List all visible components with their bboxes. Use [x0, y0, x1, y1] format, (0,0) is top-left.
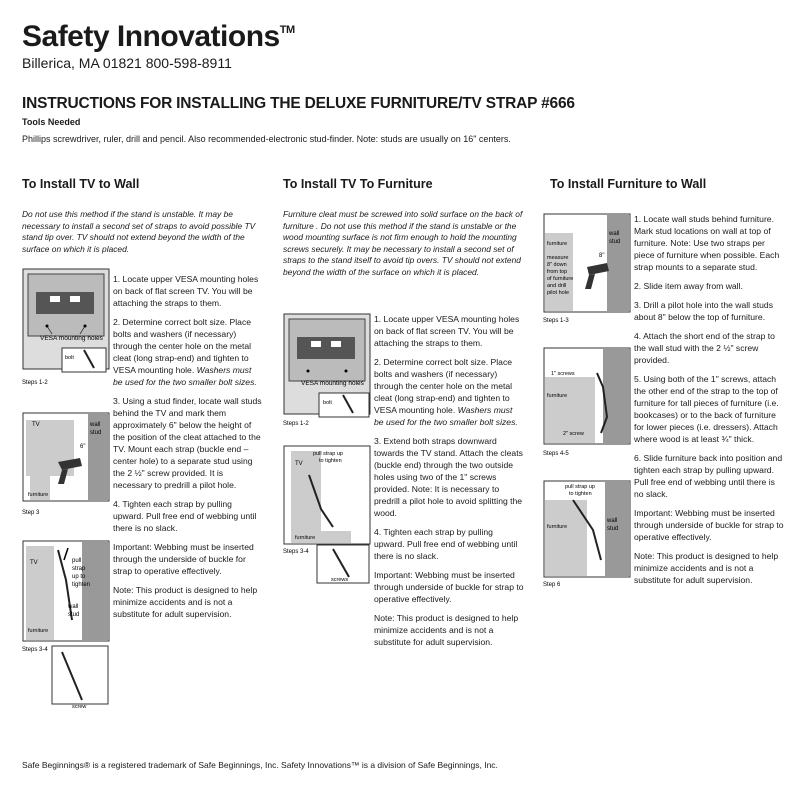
col1-step-1: 1. Locate upper VESA mounting holes on back of flat screen TV. You will be attaching the straps to them. — [113, 274, 259, 308]
col3-step-1: 1. Locate wall studs behind furniture. Mark stud locations on wall at top of furniture. Note: Use two straps per piece of furniture when possible. Each strap mounts to a separate stud. — [634, 214, 780, 272]
svg-text:from top: from top — [547, 269, 568, 275]
wall-label: wall — [607, 518, 618, 524]
svg-text:to tighten: to tighten — [319, 458, 342, 464]
furniture-label: furniture — [547, 393, 568, 399]
furniture-label: furniture — [28, 492, 49, 498]
screws-label: screws — [331, 577, 349, 583]
pull-label: pull — [72, 558, 82, 564]
col2-heading: To Install TV To Furniture — [283, 177, 433, 191]
col1-intro: Do not use this method if the stand is unstable. It may be necessary to install a second set of straps to avoid possible TV stand tip over. TV should not extend beyond the width of the surface on which it is placed. — [22, 209, 256, 254]
col1-note: Note: This product is designed to help minimize accidents and is not a substitute for adult supervision. — [113, 585, 258, 619]
col3-important: Important: Webbing must be inserted through underside of buckle for strap to operative effectively. — [634, 508, 784, 542]
stud-label: stud — [607, 526, 619, 532]
wall-label: wall — [609, 231, 620, 237]
bolt-label: bolt — [323, 400, 332, 406]
svg-text:strap: strap — [72, 566, 86, 572]
tv-label: TV — [30, 560, 38, 566]
tools-heading: Tools Needed — [22, 117, 81, 127]
figure-caption: Steps 1-2 — [22, 380, 48, 386]
col3-step-3: 3. Drill a pilot hole into the wall studs about 8" below the top of furniture. — [634, 300, 774, 322]
screw-label: screw — [72, 704, 87, 710]
stud-label: stud — [609, 239, 621, 245]
col1-step-4: 4. Tighten each strap by pulling upward. Pull free end of webbing until there is no slack. — [113, 499, 257, 533]
screw-label: 2" screw — [563, 431, 584, 437]
svg-text:8" down: 8" down — [547, 262, 567, 268]
col3-step-5: 5. Using both of the 1" screws, attach the other end of the strap to the top of furniture for tall pieces of furniture (i.e. bookcases) or to the back of furniture for lower pieces (i.e. dressers). Attach where wood is at least ¾" thick. — [634, 374, 779, 444]
col3-note: Note: This product is designed to help minimize accidents and is not a substitute for adult supervision. — [634, 551, 779, 585]
svg-text:tighten: tighten — [72, 582, 91, 588]
svg-text:of furniture: of furniture — [547, 276, 574, 282]
figure-caption: Steps 1-3 — [543, 318, 569, 324]
col2-steps — [374, 313, 524, 655]
company-address: Billerica, MA 01821 800-598-8911 — [22, 55, 232, 71]
furniture-label: furniture — [295, 535, 316, 541]
col1-step-2: 2. Determine correct bolt size. Place bolts and washers (if necessary) through the center hole on the metal cleat (long strap-end) and tighten to VESA mounting hole. Washers must be used for the two smaller bolt sizes. — [113, 317, 257, 387]
col3-figure-screws — [543, 347, 631, 459]
vesa-label: VESA mounting holes — [301, 380, 364, 387]
furniture-label: furniture — [28, 628, 49, 634]
wall-label: wall — [68, 604, 79, 610]
furniture-label: furniture — [547, 241, 568, 247]
svg-text:and drill: and drill — [547, 283, 567, 289]
figure-caption: Steps 4-5 — [543, 451, 569, 457]
col2-important: Important: Webbing must be inserted through underside of buckle for strap to operative effectively. — [374, 570, 524, 604]
col3-figure-tighten — [543, 480, 631, 592]
screws-label: 1" screws — [551, 371, 575, 377]
wall-label: wall — [90, 422, 101, 428]
brand-name: Safety Innovations™ — [22, 20, 295, 53]
col1-figure-vesa — [22, 268, 110, 388]
figure-caption: Step 6 — [543, 582, 561, 588]
footer-trademark: Safe Beginnings® is a registered trademark of Safe Beginnings, Inc. Safety Innovations™ is a division of Safe Beginnings, Inc. — [22, 760, 498, 770]
col2-note: Note: This product is designed to help minimize accidents and is not a substitute for adult supervision. — [374, 613, 519, 647]
col2-intro: Furniture cleat must be screwed into solid surface on the back of furniture . Do not use this method if the stand is unstable or the wood mounting surface is not firm enough to hold the mounting screws securely. It may be necessary to install a second set of straps to the stand itself to avoid tip overs. TV should not extend beyond the width of the surface on which it is placed. — [283, 209, 523, 277]
figure-caption: Steps 1-2 — [283, 421, 309, 427]
tools-text: Phillips screwdriver, ruler, drill and pencil. Also recommended-electronic stud-finder. Note: studs are usually on 16" centers. — [22, 134, 511, 144]
svg-text:up to: up to — [72, 574, 86, 580]
col1-step-3: 3. Using a stud finder, locate wall studs behind the TV and mark them approximately 6" below the height of the position of the cleat attached to the TV. Mount each strap (buckle end – center hole) to a separate stud using the 2 ½" screw provided. It is necessary to predrill a pilot hole. — [113, 396, 262, 490]
col2-step-2: 2. Determine correct bolt size. Place bolts and washers (if necessary) through the center hole on the metal cleat (long strap-end) and tighten to VESA mounting hole. Washers must be used for the two smaller bolt sizes. — [374, 357, 518, 427]
tv-label: TV — [295, 461, 303, 467]
stud-label: stud — [68, 612, 80, 618]
col3-step-4: 4. Attach the short end of the strap to the wall stud with the 2 ½" screw provided. — [634, 331, 775, 365]
col3-heading: To Install Furniture to Wall — [550, 177, 707, 191]
figure-caption: Steps 3-4 — [283, 549, 309, 555]
col1-figure-tighten — [22, 540, 110, 710]
stud-label: stud — [90, 430, 102, 436]
col1-important: Important: Webbing must be inserted through the underside of buckle for strap to operative effectively. — [113, 542, 254, 576]
pull-label: pull strap up — [313, 451, 343, 457]
page-title: INSTRUCTIONS FOR INSTALLING THE DELUXE FURNITURE/TV STRAP #666 — [22, 95, 575, 112]
col1-figure-stud — [22, 412, 110, 520]
six-inch-label: 6" — [80, 444, 86, 450]
col3-step-2: 2. Slide item away from wall. — [634, 281, 743, 291]
bolt-label: bolt — [65, 355, 74, 361]
col1-heading: To Install TV to Wall — [22, 177, 140, 191]
col1-steps — [113, 273, 263, 627]
vesa-label: VESA mounting holes — [40, 335, 103, 342]
col3-figure-stud — [543, 213, 631, 325]
col2-step-4: 4. Tighten each strap by pulling upward. Pull free end of webbing until there is no slack. — [374, 527, 518, 561]
svg-text:to tighten: to tighten — [569, 491, 592, 497]
col2-figure-vesa — [283, 313, 371, 431]
figure-caption: Steps 3-4 — [22, 647, 48, 653]
figure-caption: Step 3 — [22, 510, 40, 516]
col2-step-1: 1. Locate upper VESA mounting holes on back of flat screen TV. You will be attaching the straps to them. — [374, 314, 520, 348]
col3-step-6: 6. Slide furniture back into position and tighten each strap by pulling upward. Pull free end of webbing until there is no slack. — [634, 453, 783, 499]
svg-text:pilot hole: pilot hole — [547, 290, 570, 296]
eight-inch-label: 8" — [599, 253, 605, 259]
pull-label: pull strap up — [565, 484, 595, 490]
furniture-label: furniture — [547, 524, 568, 530]
svg-text:measure: measure — [547, 255, 569, 261]
col2-figure-tighten — [283, 445, 371, 585]
col3-steps — [634, 213, 784, 593]
tv-label: TV — [32, 422, 40, 428]
col2-step-3: 3. Extend both straps downward towards the TV stand. Attach the cleats (buckle end) through the two outside holes using two of the 1" screws provided. Note: It is necessary to predrill a pilot hole to avoid splitting the wood. — [374, 436, 523, 518]
